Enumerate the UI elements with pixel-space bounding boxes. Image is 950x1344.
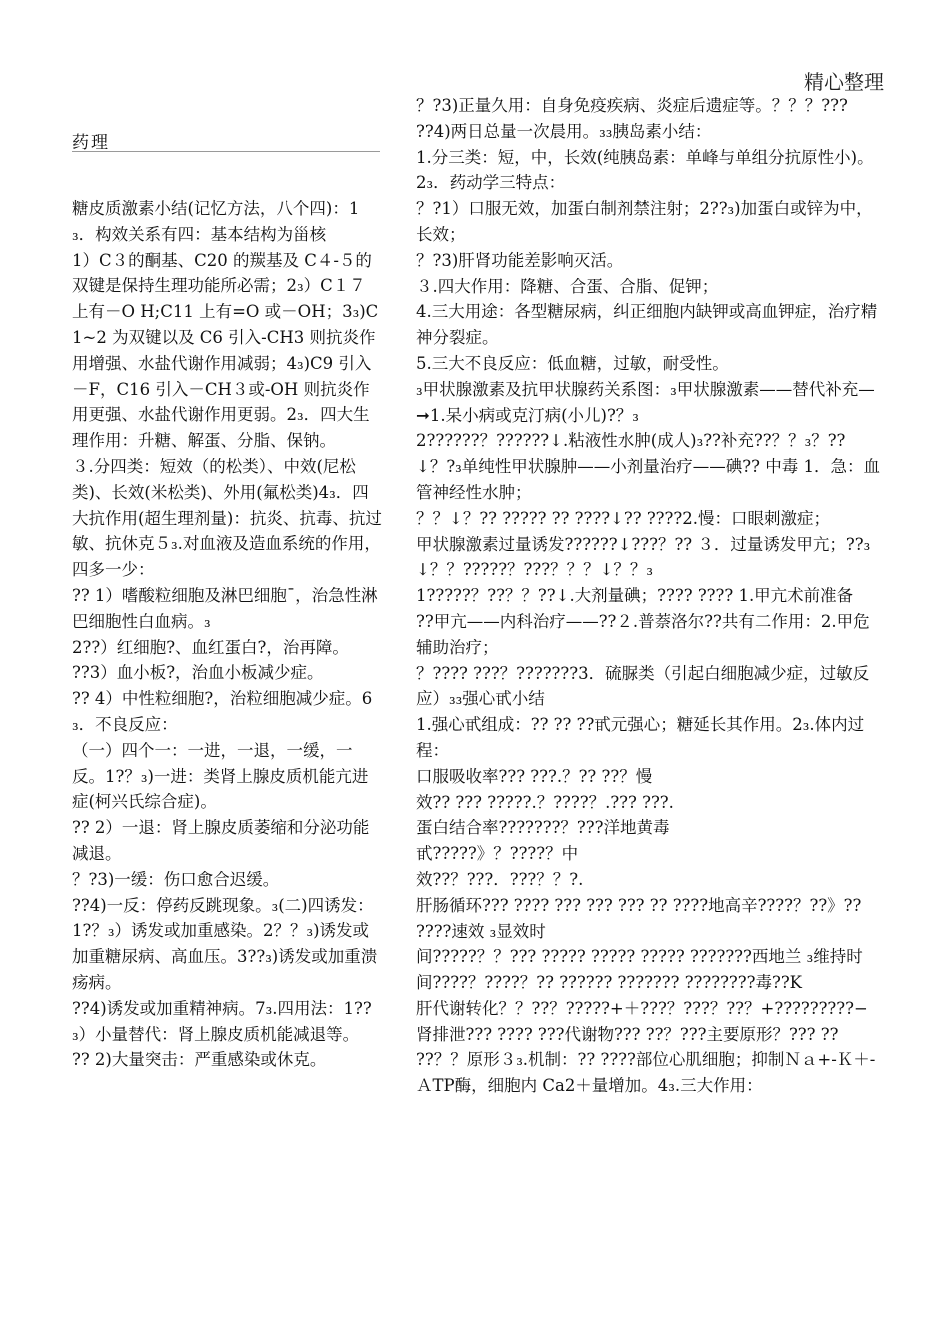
paragraph: 甲状腺激素过量诱发??????↓???？?? ３．过量诱发甲亢；??₃↓？？?????？???？？？↓？？₃ — [416, 534, 871, 580]
watermark-label: 精心整理 — [804, 70, 884, 94]
paragraph: ??4)一反：停药反跳现象。₃(二)四诱发：1?？₃）诱发或加重感染。2？？₃)诱发或加重糖尿病、高血压。3??₃)诱发或加重溃疡病。 — [72, 895, 378, 992]
paragraph: 口服吸收率??? ???.？?? ??？慢 — [416, 766, 653, 786]
paragraph: ₃甲状腺激素及抗甲状腺药关系图：₃甲状腺激素——替代补充—➞1.呆小病或克汀病(小儿)?？₃ — [416, 379, 875, 425]
paragraph: ？???? ???？???????3．硫脲类（引起白细胞减少症，过敏反应）₃₃强心甙小结 — [416, 663, 870, 709]
paragraph: ??4)两日总量一次晨用。₃₃胰岛素小结： — [416, 121, 712, 141]
paragraph: ?? 2）一退：肾上腺皮质萎缩和分泌功能减退。 — [72, 818, 370, 863]
paragraph: 肝代谢转化？？??？?????+＋???？???？??？+?????????− — [416, 998, 868, 1018]
paragraph: ？？↓？?? ????? ?? ????↓?? ????2.慢：口眼刺激症； — [416, 508, 830, 528]
left-text-column — [72, 196, 382, 1073]
paragraph: 蛋白结合率???????？???洋地黄毒 — [416, 818, 670, 838]
paragraph: 效?? ??? ?????.？????？.??? ???. — [416, 792, 674, 812]
paragraph: 肝肠循环??? ???? ??? ??? ??? ?? ????地高辛????？??》?? ????速效 ₃显效时 — [416, 895, 867, 941]
paragraph: 肾排泄??? ???? ???代谢物??? ??？???主要原形？??? ?? ??？？原形３₃.机制：?? ????部位心肌细胞；抑制Ｎａ+-Ｋ＋-ＡTP酶，细胞内 Ca2＋量增加。4₃.三大作用： — [416, 1024, 876, 1096]
paragraph: 2??????？??????↓.粘液性水肿(成人)₃??补充??？？₃？??↓？?₃单纯性甲状腺肿——小剂量治疗——碘?? 中毒 1．急：血管神经性水肿； — [416, 431, 880, 502]
title-divider — [72, 151, 380, 152]
paragraph: ?? 4）中性粒细胞?，治粒细胞减少症。6₃．不良反应： — [72, 689, 373, 734]
paragraph: ３.四大作用：降糖、合蛋、合脂、促钾； — [416, 276, 719, 296]
paragraph: 糖皮质激素小结(记忆方法，八个四)：1₃．构效关系有四：基本结构为甾核 — [72, 199, 360, 244]
paragraph: ??4)诱发或加重精神病。7₃.四用法：1??₃）小量替代：肾上腺皮质机能减退等。 — [72, 998, 372, 1044]
paragraph: ？?3)正量久用：自身免疫疾病、炎症后遗症等。？？？??? — [416, 96, 848, 115]
paragraph: ？?1）口服无效，加蛋白制剂禁注射；2??₃)加蛋白或锌为中，长效； — [416, 199, 873, 244]
paragraph: （一）四个一：一进，一退，一缓，一反。1?？₃)一进：类肾上腺皮质机能亢进症(柯兴氏综合症)。 — [72, 740, 369, 812]
paragraph: 甙?????》？????？中 — [416, 844, 579, 864]
paragraph: ?? 2)大量突击：严重感染或休克。 — [72, 1050, 327, 1070]
paragraph: 4.三大用途：各型糖尿病，纠正细胞内缺钾或高血钾症，治疗精神分裂症。 — [416, 302, 878, 348]
paragraph: 5.三大不良反应：低血糖，过敏，耐受性。 — [416, 353, 729, 373]
paragraph: 间?????？？??? ????? ????? ????? ???????西地兰 ₃维持时 — [416, 947, 863, 967]
paragraph: 1.强心甙组成：?? ?? ??甙元强心；糖延长其作用。2₃.体内过程： — [416, 715, 865, 760]
section-title: 药理 — [72, 133, 110, 153]
paragraph: ？?3)一缓：伤口愈合迟缓。 — [72, 869, 280, 889]
paragraph: 间????？????？?? ?????? ??????? ????????毒??K — [416, 973, 802, 993]
paragraph: ??3）血小板?，治血小板减少症。 — [72, 663, 324, 683]
paragraph: 2??）红细胞?、血红蛋白?，治再障。 — [72, 637, 349, 657]
paragraph: ?? 1）嗜酸粒细胞及淋巴细胞ˉ，治急性淋巴细胞性白血病。₃ — [72, 585, 378, 631]
paragraph: ３.分四类：短效（的松类）、中效(尼松类)、长效(米松类)、外用(氟松类)4₃．四大抗作用(超生理剂量)：抗炎、抗毒、抗过敏、抗休克５₃.对血液及造血系统的作用，四多一少： — [72, 456, 382, 580]
paragraph: 1）C３的酮基、C20 的羰基及 C４-５的双键是保持生理功能所必需；2₃）C１７上有－O H;C11 上有=O 或－OH；3₃)C 1~2 为双键以及 C6 引入-CH3 则抗炎作用增强、水盐代谢作用减弱；4₃)C9 引入－F，C16 引入－CH３或-OH 则抗炎作用更强、水盐代谢作用更弱。2₃．四大生理作用：升糖、解蛋、分脂、保钠。 — [72, 250, 384, 451]
paragraph: 1?????？??？？??↓.大剂量碘；???? ???? 1.甲亢术前准备 — [416, 586, 854, 606]
paragraph: 效??？???．???？？?. — [416, 869, 584, 889]
paragraph: ??甲亢——内科治疗——??２.普萘洛尔??共有二作用：2.甲危辅助治疗； — [416, 611, 870, 657]
right-text-column — [416, 93, 882, 1099]
paragraph: 1.分三类：短，中，长效(纯胰岛素：单峰与单组分抗原性小)。2₃．药动学三特点： — [416, 147, 874, 193]
paragraph: ？?3)肝肾功能差影响灭活。 — [416, 250, 624, 270]
